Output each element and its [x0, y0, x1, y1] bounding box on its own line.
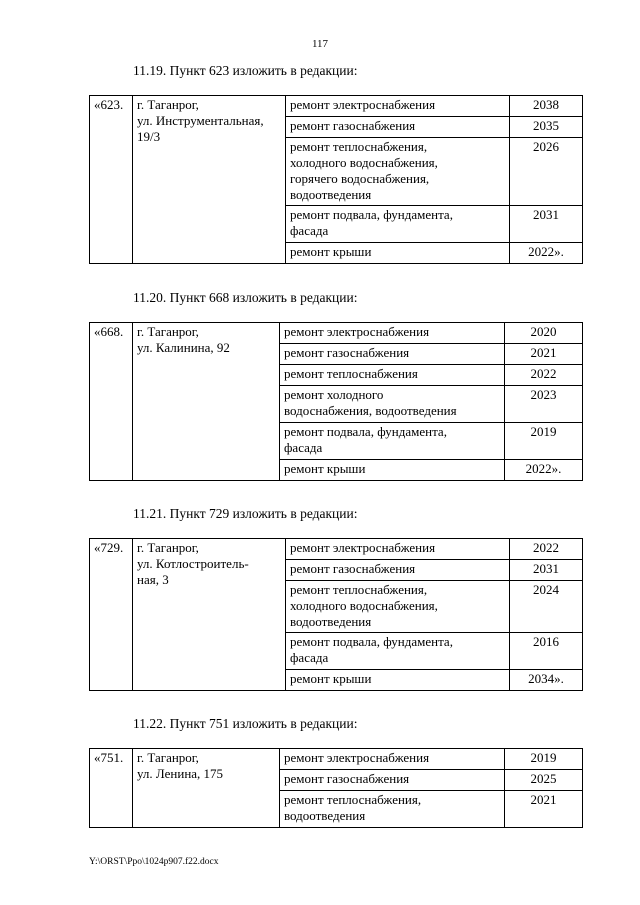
work-type-cell [286, 670, 510, 691]
work-type-line: фасада [284, 440, 323, 455]
work-type-cell [286, 206, 510, 243]
address-line: ул. Ленина, 175 [137, 766, 224, 781]
work-type-line: ремонт электроснабжения [290, 97, 436, 112]
work-type-line: горячего водоснабжения, [290, 171, 430, 186]
work-type-cell [286, 560, 510, 581]
year-cell: 2019 [505, 423, 583, 460]
amendment-table [89, 95, 583, 264]
amendment-table [89, 748, 583, 828]
year-cell: 2031 [510, 206, 583, 243]
address-line: 19/3 [137, 129, 161, 144]
work-type-line: ремонт газоснабжения [290, 561, 416, 576]
work-type-line: ремонт крыши [284, 461, 366, 476]
amendment-table [89, 538, 583, 691]
item-number-cell: «729. [90, 539, 133, 691]
year-cell: 2022 [505, 365, 583, 386]
address-cell [133, 96, 286, 264]
work-type-cell [280, 323, 505, 344]
work-type-cell [280, 365, 505, 386]
amendment-table [89, 322, 583, 481]
year-cell: 2035 [510, 117, 583, 138]
work-type-cell [286, 243, 510, 264]
year-cell: 2024 [510, 581, 583, 633]
amendment-heading: 11.19. Пункт 623 изложить в редакции: [133, 63, 358, 78]
item-number-cell: «668. [90, 323, 133, 481]
address-line: г. Таганрог, [137, 750, 199, 765]
year-cell: 2019 [505, 749, 583, 770]
year-cell: 2016 [510, 633, 583, 670]
amendment-heading: 11.20. Пункт 668 изложить в редакции: [133, 290, 358, 305]
table-row [90, 323, 583, 344]
address-cell [133, 539, 286, 691]
work-type-line: фасада [290, 223, 329, 238]
work-type-cell [280, 770, 505, 791]
work-type-line: ремонт газоснабжения [290, 118, 416, 133]
work-type-line: ремонт газоснабжения [284, 345, 410, 360]
address-line: г. Таганрог, [137, 324, 199, 339]
address-line: г. Таганрог, [137, 97, 199, 112]
work-type-line: ремонт электроснабжения [290, 540, 436, 555]
work-type-line: ремонт электроснабжения [284, 324, 430, 339]
work-type-line: водоснабжения, водоотведения [284, 403, 457, 418]
work-type-line: ремонт холодного [284, 387, 384, 402]
work-type-cell [280, 791, 505, 828]
page-number: 117 [311, 38, 329, 50]
year-cell: 2034». [510, 670, 583, 691]
address-line: ул. Инструментальная, [137, 113, 264, 128]
work-type-cell [280, 344, 505, 365]
work-type-line: ремонт крыши [290, 244, 372, 259]
work-type-cell [286, 633, 510, 670]
work-type-cell [286, 581, 510, 633]
work-type-line: холодного водоснабжения, [290, 598, 438, 613]
year-cell: 2022». [505, 460, 583, 481]
work-type-cell [286, 96, 510, 117]
work-type-line: ремонт теплоснабжения [284, 366, 418, 381]
work-type-line: ремонт теплоснабжения, [284, 792, 422, 807]
year-cell: 2021 [505, 344, 583, 365]
year-cell: 2022 [510, 539, 583, 560]
address-cell [133, 749, 280, 828]
work-type-cell [280, 460, 505, 481]
amendment-heading: 11.21. Пункт 729 изложить в редакции: [133, 506, 358, 521]
address-line: ул. Калинина, 92 [137, 340, 230, 355]
address-line: г. Таганрог, [137, 540, 199, 555]
work-type-line: ремонт подвала, фундамента, [284, 424, 447, 439]
address-line: ул. Котлостроитель- [137, 556, 249, 571]
amendment-heading: 11.22. Пункт 751 изложить в редакции: [133, 716, 358, 731]
table-row [90, 539, 583, 560]
work-type-line: ремонт электроснабжения [284, 750, 430, 765]
work-type-line: фасада [290, 650, 329, 665]
work-type-cell [286, 138, 510, 206]
work-type-cell [280, 749, 505, 770]
work-type-cell [286, 539, 510, 560]
item-number-cell: «751. [90, 749, 133, 828]
address-cell [133, 323, 280, 481]
item-number-cell: «623. [90, 96, 133, 264]
work-type-cell [280, 386, 505, 423]
work-type-line: холодного водоснабжения, [290, 155, 438, 170]
work-type-cell [286, 117, 510, 138]
work-type-line: ремонт крыши [290, 671, 372, 686]
year-cell: 2021 [505, 791, 583, 828]
work-type-line: ремонт газоснабжения [284, 771, 410, 786]
table-row [90, 749, 583, 770]
work-type-line: водоотведения [290, 614, 372, 629]
year-cell: 2023 [505, 386, 583, 423]
work-type-line: ремонт подвала, фундамента, [290, 207, 453, 222]
year-cell: 2022». [510, 243, 583, 264]
year-cell: 2038 [510, 96, 583, 117]
year-cell: 2025 [505, 770, 583, 791]
work-type-line: ремонт подвала, фундамента, [290, 634, 453, 649]
year-cell: 2020 [505, 323, 583, 344]
year-cell: 2031 [510, 560, 583, 581]
work-type-line: ремонт теплоснабжения, [290, 139, 428, 154]
work-type-line: ремонт теплоснабжения, [290, 582, 428, 597]
work-type-line: водоотведения [284, 808, 366, 823]
work-type-line: водоотведения [290, 187, 372, 202]
address-line: ная, 3 [137, 572, 169, 587]
year-cell: 2026 [510, 138, 583, 206]
table-row [90, 96, 583, 117]
file-path-footer: Y:\ORST\Ppo\1024p907.f22.docx [89, 857, 219, 867]
work-type-cell [280, 423, 505, 460]
